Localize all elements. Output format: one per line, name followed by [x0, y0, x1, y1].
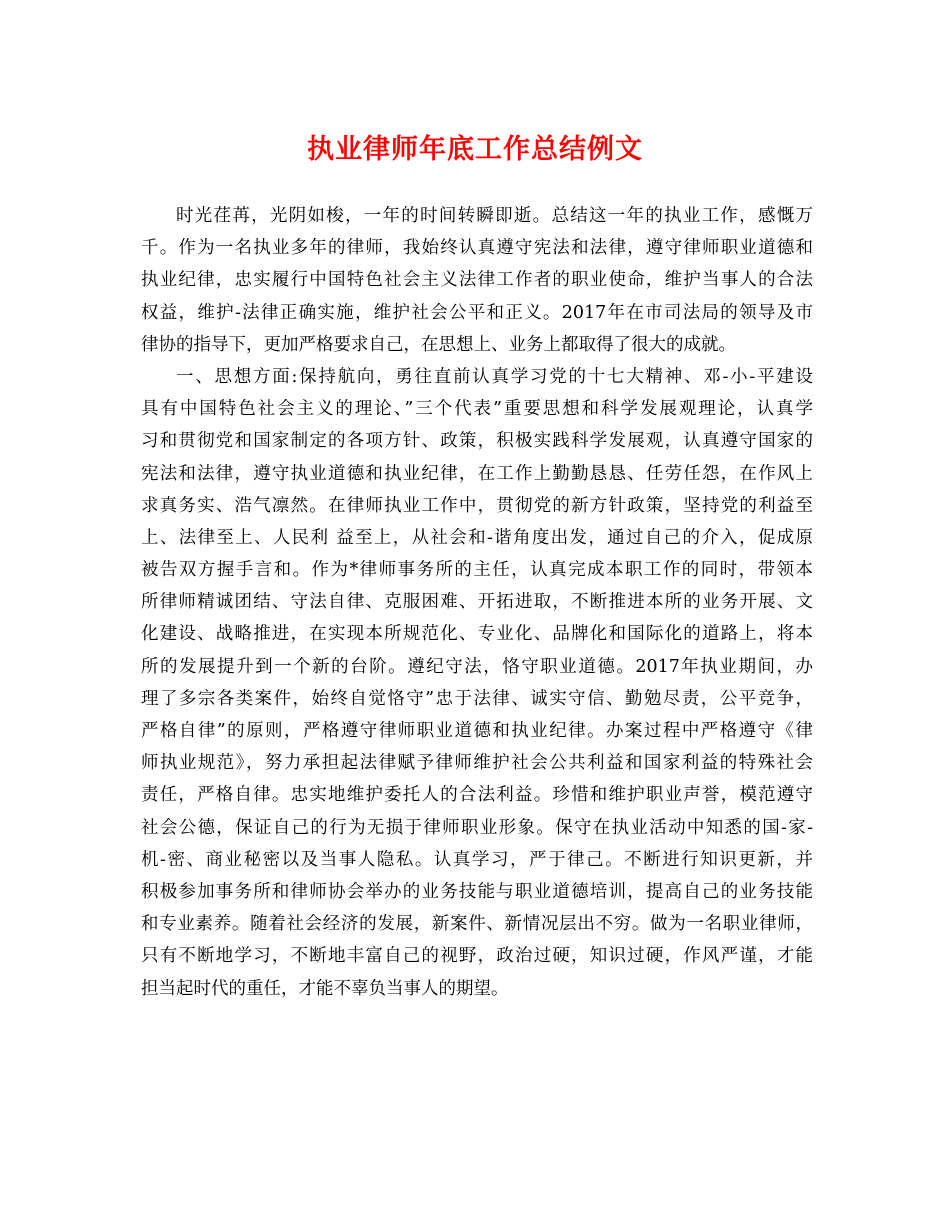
paragraph-2-line-3: 习和贯彻党和国家制定的各项方针、政策，积极实践科学发展观，认真遵守国家的 [141, 431, 813, 452]
paragraph-2-line-20: 担当起时代的重任，才能不辜负当事人的期望。 [141, 978, 509, 999]
paragraph-2-line-8: 所律师精诚团结、守法自律、克服困难、开拓进取，不断推进本所的业务开展、文 [141, 592, 813, 613]
paragraph-2-line-18: 和专业素养。随着社会经济的发展，新案件、新情况层出不穷。做为一名职业律师， [141, 914, 813, 935]
paragraph-1-line-1: 时光荏苒，光阴如梭，一年的时间转瞬即逝。总结这一年的执业工作，感慨万 [176, 206, 813, 226]
document-title: 执业律师年底工作总结例文 [307, 134, 643, 165]
paragraph-1-line-4: 权益，维护-法律正确实施，维护社会公平和正义。2017年在市司法局的领导及市 [141, 302, 813, 323]
paragraph-2-line-4: 宪法和法律，遵守执业道德和执业纪律，在工作上勤勤恳恳、任劳任怨，在作风上 [141, 463, 813, 484]
paragraph-2-line-2: 具有中国特色社会主义的理论、”三个代表”重要思想和科学发展观理论，认真学 [141, 399, 813, 420]
document-body [141, 200, 813, 1005]
paragraph-1-line-2: 千。作为一名执业多年的律师，我始终认真遵守宪法和法律，遵守律师职业道德和 [141, 238, 813, 259]
paragraph-2-line-1: 一、思想方面:保持航向，勇往直前认真学习党的十七大精神、邓-小-平建设 [176, 366, 813, 387]
paragraph-2-line-17: 积极参加事务所和律师协会举办的业务技能与职业道德培训，提高自己的业务技能 [141, 881, 813, 902]
paragraph-2-line-6: 上、法律至上、人民利 益至上，从社会和-谐角度出发，通过自己的介入，促成原 [141, 527, 813, 548]
paragraph-2-line-19: 只有不断地学习，不断地丰富自己的视野，政治过硬，知识过硬，作风严谨，才能 [141, 946, 813, 967]
paragraph-1-line-5: 律协的指导下，更加严格要求自己，在思想上、业务上都取得了很大的成就。 [141, 334, 736, 355]
paragraph-2-line-9: 化建设、战略推进，在实现本所规范化、专业化、品牌化和国际化的道路上，将本 [141, 624, 813, 645]
paragraph-1-line-3: 执业纪律，忠实履行中国特色社会主义法律工作者的职业使命，维护当事人的合法 [141, 270, 813, 291]
paragraph-2-line-14: 责任，严格自律。忠实地维护委托人的合法利益。珍惜和维护职业声誉，模范遵守 [141, 785, 813, 806]
paragraph-2-line-13: 师执业规范》，努力承担起法律赋予律师维护社会公共利益和国家利益的特殊社会 [141, 753, 813, 774]
paragraph-2-line-16: 机-密、商业秘密以及当事人隐私。认真学习，严于律己。不断进行知识更新，并 [141, 849, 813, 870]
paragraph-2-line-15: 社会公德，保证自己的行为无损于律师职业形象。保守在执业活动中知悉的国-家- [141, 817, 813, 838]
paragraph-2-line-11: 理了多宗各类案件，始终自觉恪守”忠于法律、诚实守信、勤勉尽责，公平竞争， [141, 688, 813, 709]
paragraph-2-line-7: 被告双方握手言和。作为*律师事务所的主任，认真完成本职工作的同时，带领本 [141, 560, 813, 581]
paragraph-2-line-5: 求真务实、浩气凛然。在律师执业工作中，贯彻党的新方针政策，坚持党的利益至 [141, 495, 813, 516]
paragraph-2-line-10: 所的发展提升到一个新的台阶。遵纪守法，恪守职业道德。2017年执业期间，办 [141, 656, 813, 677]
paragraph-2-line-12: 严格自律”的原则，严格遵守律师职业道德和执业纪律。办案过程中严格遵守《律 [141, 721, 813, 741]
